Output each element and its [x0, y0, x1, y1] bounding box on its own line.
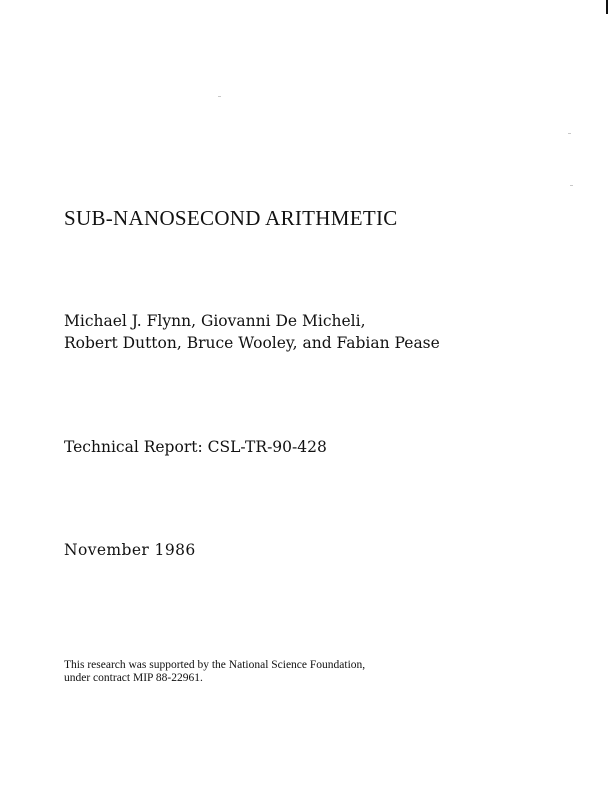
- scan-speck: [568, 133, 571, 134]
- funding-note: [64, 659, 365, 685]
- scan-edge-mark: [606, 0, 608, 14]
- funding-note-line: under contract MIP 88-22961.: [64, 672, 203, 684]
- publication-date: November 1986: [64, 541, 196, 559]
- document-title: SUB-NANOSECOND ARITHMETIC: [64, 206, 398, 230]
- author-line: Robert Dutton, Bruce Wooley, and Fabian Pease: [64, 334, 440, 352]
- funding-note-line: This research was supported by the National Science Foundation,: [64, 659, 366, 671]
- report-number: Technical Report: CSL-TR-90-428: [64, 438, 327, 456]
- scan-speck: [218, 96, 221, 97]
- author-line: Michael J. Flynn, Giovanni De Micheli,: [64, 312, 366, 330]
- scan-speck: [570, 185, 573, 186]
- author-list: [64, 310, 440, 354]
